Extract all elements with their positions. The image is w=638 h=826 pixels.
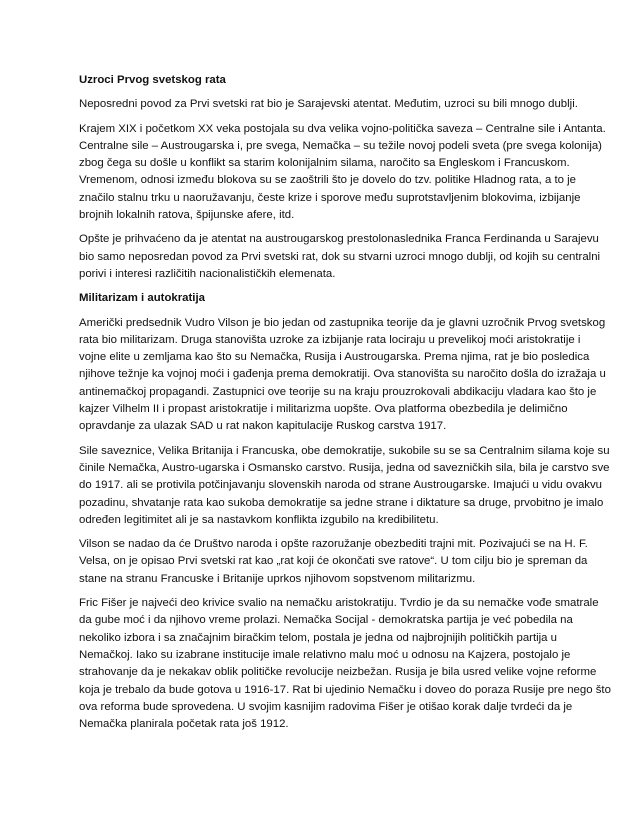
paragraph-line: nekoliko izbora i sa značajnim biračkim telom, postala je jedna od najbrojnijih političkih partija u	[79, 631, 558, 644]
paragraph-immediate-cause	[79, 96, 578, 113]
paragraph-line: Nemačkoj. Iako su izabrane institucije imale relativno malu moć u odnosu na Kajzera, postojalo je	[79, 648, 571, 661]
paragraph-allied-powers	[79, 443, 610, 529]
paragraph-line: Velsa, on je opisao Prvi svetski rat kao „rat koji će okončati sve ratove“. U tom cilju bio je spreman da	[79, 555, 588, 568]
paragraph-line: činile Nemačka, Austro-ugarska i Osmansko carstvo. Rusija, jedna od savezničkih sila, bila je carstvo sve	[79, 461, 610, 474]
paragraph-line: kajzer Vilhelm II i propast aristokratije i militarizma uopšte. Ova platforma obezbedila je delimično	[79, 403, 568, 416]
paragraph-line: koja je trebalo da bude gotova u 1916-17. Rat bi ujedinio Nemačku i doveo do poraza Rusije pre nego što	[79, 683, 611, 696]
paragraph-line: do 1917. ali se protivila potčinjavanju slovenskih naroda od strane Austrougarske. Imajući u vidu ovakvu	[79, 479, 603, 492]
paragraph-line: rata bio militarizam. Druga stanovišta uzroke za izbijanje rata lociraju u prevelikoj moći aristokratije i	[79, 333, 581, 346]
paragraph-line: značilo stalnu trku u naoružavanju, česte krize i sporove među suprotstavljenim blokovima, izbijanje	[79, 191, 581, 204]
paragraph-line: Fric Fišer je najveći deo krivice svalio na nemačku aristokratiju. Tvrdio je da su nemačke vođe smatrale	[79, 597, 599, 610]
paragraph-line: porivi i interesi različitih nacionalističkih elemenata.	[79, 267, 336, 280]
paragraph-line: antinemačkoj propagandi. Zastupnici ove teorije su na kraju prouzrokovali abdikaciju vladara kao što je	[79, 385, 597, 398]
paragraph-alliances	[79, 121, 606, 225]
paragraph-line: brojnih lokalnih ratova, špijunske afere, itd.	[79, 209, 295, 222]
paragraph-line: zbog čega su došle u konflikt sa starim kolonijalnim silama, naročito sa Engleskom i Francuskom.	[79, 157, 570, 170]
paragraph-line: bio samo neposredan povod za Prvi svetski rat, dok su stvarni uzroci mnogo dublji, od kojih su centralni	[79, 250, 601, 263]
paragraph-line: da gube moć i da njihovo vreme prolazi. Nemačka Socijal - demokratska partija je već pobedila na	[79, 614, 573, 627]
section-heading-militarism	[79, 290, 574, 307]
paragraph-line: Neposredni povod za Prvi svetski rat bio je Sarajevski atentat. Međutim, uzroci su bili mnogo dublji.	[79, 98, 578, 111]
heading-line: Militarizam i autokratija	[79, 292, 205, 305]
paragraph-line: opravdanje za ulazak SAD u rat nakon kapitulacije Ruskog carstva 1917.	[79, 420, 447, 433]
paragraph-wilson-theory	[79, 315, 606, 436]
paragraph-league-of-nations	[79, 536, 588, 588]
paragraph-line: njihove težnje ka vojnoj moći i gađenja prema demokratiji. Ova stanovišta su naročito došla do izražaja u	[79, 368, 606, 381]
paragraph-line: pozadinu, shvatanje rata kao sukoba demokratije sa jedne strane i diktature sa druge, prvobitno je imalo	[79, 496, 604, 509]
paragraph-fischer	[79, 595, 611, 733]
paragraph-line: određen legitimitet ali je sa nastavkom konflikta izgubilo na kredibilitetu.	[79, 513, 439, 526]
paragraph-line: Američki predsednik Vudro Vilson je bio jedan od zastupnika teorije da je glavni uzročnik Prvog svetskog	[79, 316, 606, 329]
paragraph-line: ova reforma bude sprovedena. U svojim kasnijim radovima Fišer je otišao korak dalje tvrdeći da je	[79, 700, 573, 713]
document-page	[79, 72, 611, 740]
paragraph-line: stane na stranu Francuske i Britanije uprkos njihovom sopstvenom militarizmu.	[79, 572, 476, 585]
paragraph-line: strahovanje da je nekakav oblik političke revolucije neizbežan. Rusija je bila usred velike vojne reforme	[79, 666, 597, 679]
paragraph-line: Vilson se nadao da će Društvo naroda i opšte razoružanje obezbediti trajni mit. Pozivajući se na H. F.	[79, 538, 588, 551]
paragraph-line: Opšte je prihvaćeno da je atentat na austrougarskog prestolonaslednika Franca Ferdinanda u Sarajevu	[79, 233, 599, 246]
paragraph-line: Centralne sile – Austrougarska i, pre svega, Nemačka – su težile novoj podeli sveta (pre svega kolonija)	[79, 139, 602, 152]
paragraph-line: Vremenom, odnosi između blokova su se zaoštrili što je dovelo do tzv. politike Hladnog rata, a to je	[79, 174, 577, 187]
paragraph-line: Sile saveznice, Velika Britanija i Francuska, obe demokratije, sukobile su se sa Centralnim silama koje su	[79, 444, 610, 457]
heading-line: Uzroci Prvog svetskog rata	[79, 74, 226, 86]
paragraph-line: Nemačka planirala početak rata još 1912.	[79, 718, 289, 731]
paragraph-line: vojne elite u zemljama kao što su Nemačka, Rusija i Austrougarska. Prema njima, rat je bio posledica	[79, 351, 590, 364]
paragraph-line: Krajem XIX i početkom XX veka postojala su dva velika vojno-politička saveza – Centralne sile i Antanta.	[79, 122, 606, 135]
section-heading-causes	[79, 72, 574, 89]
paragraph-assassination	[79, 231, 601, 283]
